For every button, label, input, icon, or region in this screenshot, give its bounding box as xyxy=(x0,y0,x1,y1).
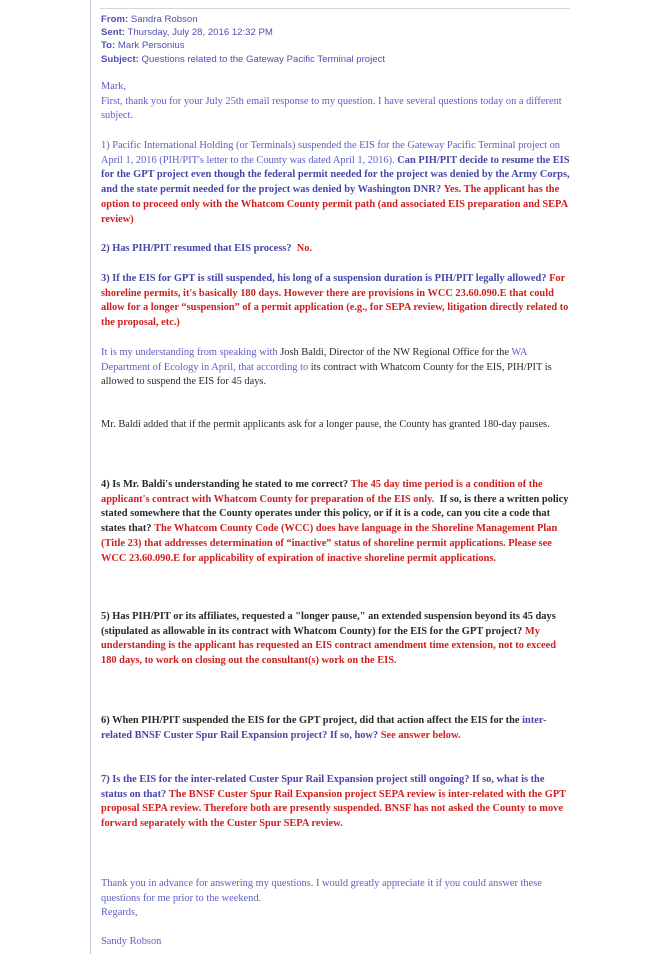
subject-line: Subject: Questions related to the Gateway Pacific Terminal project xyxy=(101,53,386,65)
subject-value: Questions related to the Gateway Pacific Terminal project xyxy=(141,53,386,65)
from-value: Sandra Robson xyxy=(130,14,198,25)
sent-line: Sent: Thursday, July 28, 2016 12:32 PM xyxy=(101,27,273,39)
q4-answer-2: The Whatcom County Code (WCC) does have language in the Shoreline Management Plan (Title 23) that addresses determination of “inactive” status of shoreline permit applications. Please see WCC 23.60.090.E for applicability of expiration of inactive shoreline permit applications. xyxy=(101,523,558,564)
q2-answer: No. xyxy=(296,243,313,254)
q1-answer: Yes. The applicant has the option to proceed only with the Whatcom County permit path (and associated EIS preparation and SEPA review) xyxy=(101,184,568,225)
q6-answer: See answer below. xyxy=(380,729,461,741)
closing: Thank you in advance for answering my questions. I would greatly appreciate it if you could answer these questions for me prior to the weekend. Regards, xyxy=(101,877,573,921)
question-4: 4) Is Mr. Baldi's understanding he stated to me correct? The 45 day time period is a condition of the applicant's contract with Whatcom County for preparation of the EIS only. If so, is there a written policy stated somewhere that the County operates under this policy, or if it is a code, can you cite a code that states that? The Whatcom County Code (WCC) does have language in the Shoreline Management Plan (Title 23) that addresses determination of “inactive” status of shoreline permit applications. Please see WCC 23.60.090.E for applicability of expiration of inactive shoreline permit applications. xyxy=(101,479,569,564)
q5-answer: My understanding is the applicant has requested an EIS contract amendment time extension, not to exceed 180 days, to work on closing out the consultant(s) work on the EIS. xyxy=(101,625,556,667)
email-header xyxy=(101,13,571,66)
greeting: Mark, First, thank you for your July 25th email response to my question. I have several questions today on a different subject. xyxy=(101,80,573,124)
from-line: From: Sandra Robson xyxy=(101,14,198,25)
baldi-paragraph-1: It is my understanding from speaking with Josh Baldi, Director of the NW Regional Office for the WA Department of Ecology in April, that according to its contract with Whatcom County for the EIS, PIH/PIT is allowed to suspend the EIS for 45 days. xyxy=(101,347,552,388)
q3-answer: For shoreline permits, it's basically 180 days. However there are provisions in WCC 23.60.090.E that could allow for a longer “suspension” of a permit application (e.g., for SEPA review, litigation directly related to the proposal, etc.) xyxy=(101,273,569,329)
regards: Regards, xyxy=(101,907,138,919)
question-1: 1) Pacific International Holding (or Terminals) suspended the EIS for the Gateway Pacific Terminal project on April 1, 2016 (PIH/PIT's letter to the County was dated April 1, 2016). Can PIH/PIT decide to resume the EIS for the GPT project even though the federal permit needed for the project was denied by the Army Corps, and the state permit needed for the project was denied by Washington DNR? Yes. The applicant has the option to proceed only with the Whatcom County permit path (and associated EIS preparation and SEPA review) xyxy=(101,140,570,225)
q4-answer-1: The 45 day time period is a condition of the applicant's contract with Whatcom County for preparation of the EIS only. xyxy=(101,479,543,505)
question-3: 3) If the EIS for GPT is still suspended, his long of a suspension duration is PIH/PIT legally allowed? For shoreline permits, it's basically 180 days. However there are provisions in WCC 23.60.090.E that could allow for a longer “suspension” of a permit application (e.g., for SEPA review, litigation directly related to the proposal, etc.) xyxy=(101,273,569,329)
intro-paragraph: First, thank you for your July 25th email response to my question. I have several questions today on a different subject. xyxy=(101,95,562,122)
q7-answer: The BNSF Custer Spur Rail Expansion project SEPA review is inter-related with the GPT proposal SEPA review. Therefore both are presently suspended. BNSF has not asked the County to move forward separately with the Custer Spur SEPA review. xyxy=(101,788,566,830)
question-6: 6) When PIH/PIT suspended the EIS for the GPT project, did that action affect the EIS for the inter-related BNSF Custer Spur Rail Expansion project? If so, how? See answer below. xyxy=(101,715,547,741)
q1-question: Can PIH/PIT decide to resume the EIS for the GPT project even though the federal permit needed for the project was denied by the Army Corps, and the state permit needed for the project was denied by Washington DNR? xyxy=(101,154,570,196)
to-value: Mark Personius xyxy=(117,40,185,52)
header-divider xyxy=(100,8,570,9)
signature: Sandy Robson xyxy=(101,936,162,947)
left-margin-rule xyxy=(90,0,91,954)
question-2: 2) Has PIH/PIT resumed that EIS process? No. xyxy=(101,243,313,254)
sent-value: Thursday, July 28, 2016 12:32 PM xyxy=(127,27,273,39)
question-5: 5) Has PIH/PIT or its affiliates, requested a "longer pause," an extended suspension beyond its 45 days (stipulated as allowable in its contract with Whatcom County) for the EIS for the GPT project? My understanding is the applicant has requested an EIS contract amendment time extension, not to exceed 180 days, to work on closing out the consultant(s) work on the EIS. xyxy=(101,611,556,667)
to-line: To: Mark Personius xyxy=(101,40,185,52)
baldi-paragraph-2: Mr. Baldi added that if the permit applicants ask for a longer pause, the County has granted 180-day pauses. xyxy=(101,419,550,430)
question-7: 7) Is the EIS for the inter-related Custer Spur Rail Expansion project still ongoing? If so, what is the status on that? The BNSF Custer Spur Rail Expansion project SEPA review is inter-related with the GPT proposal SEPA review. Therefore both are presently suspended. BNSF has not asked the County to move forward separately with the Custer Spur SEPA review. xyxy=(101,774,566,830)
